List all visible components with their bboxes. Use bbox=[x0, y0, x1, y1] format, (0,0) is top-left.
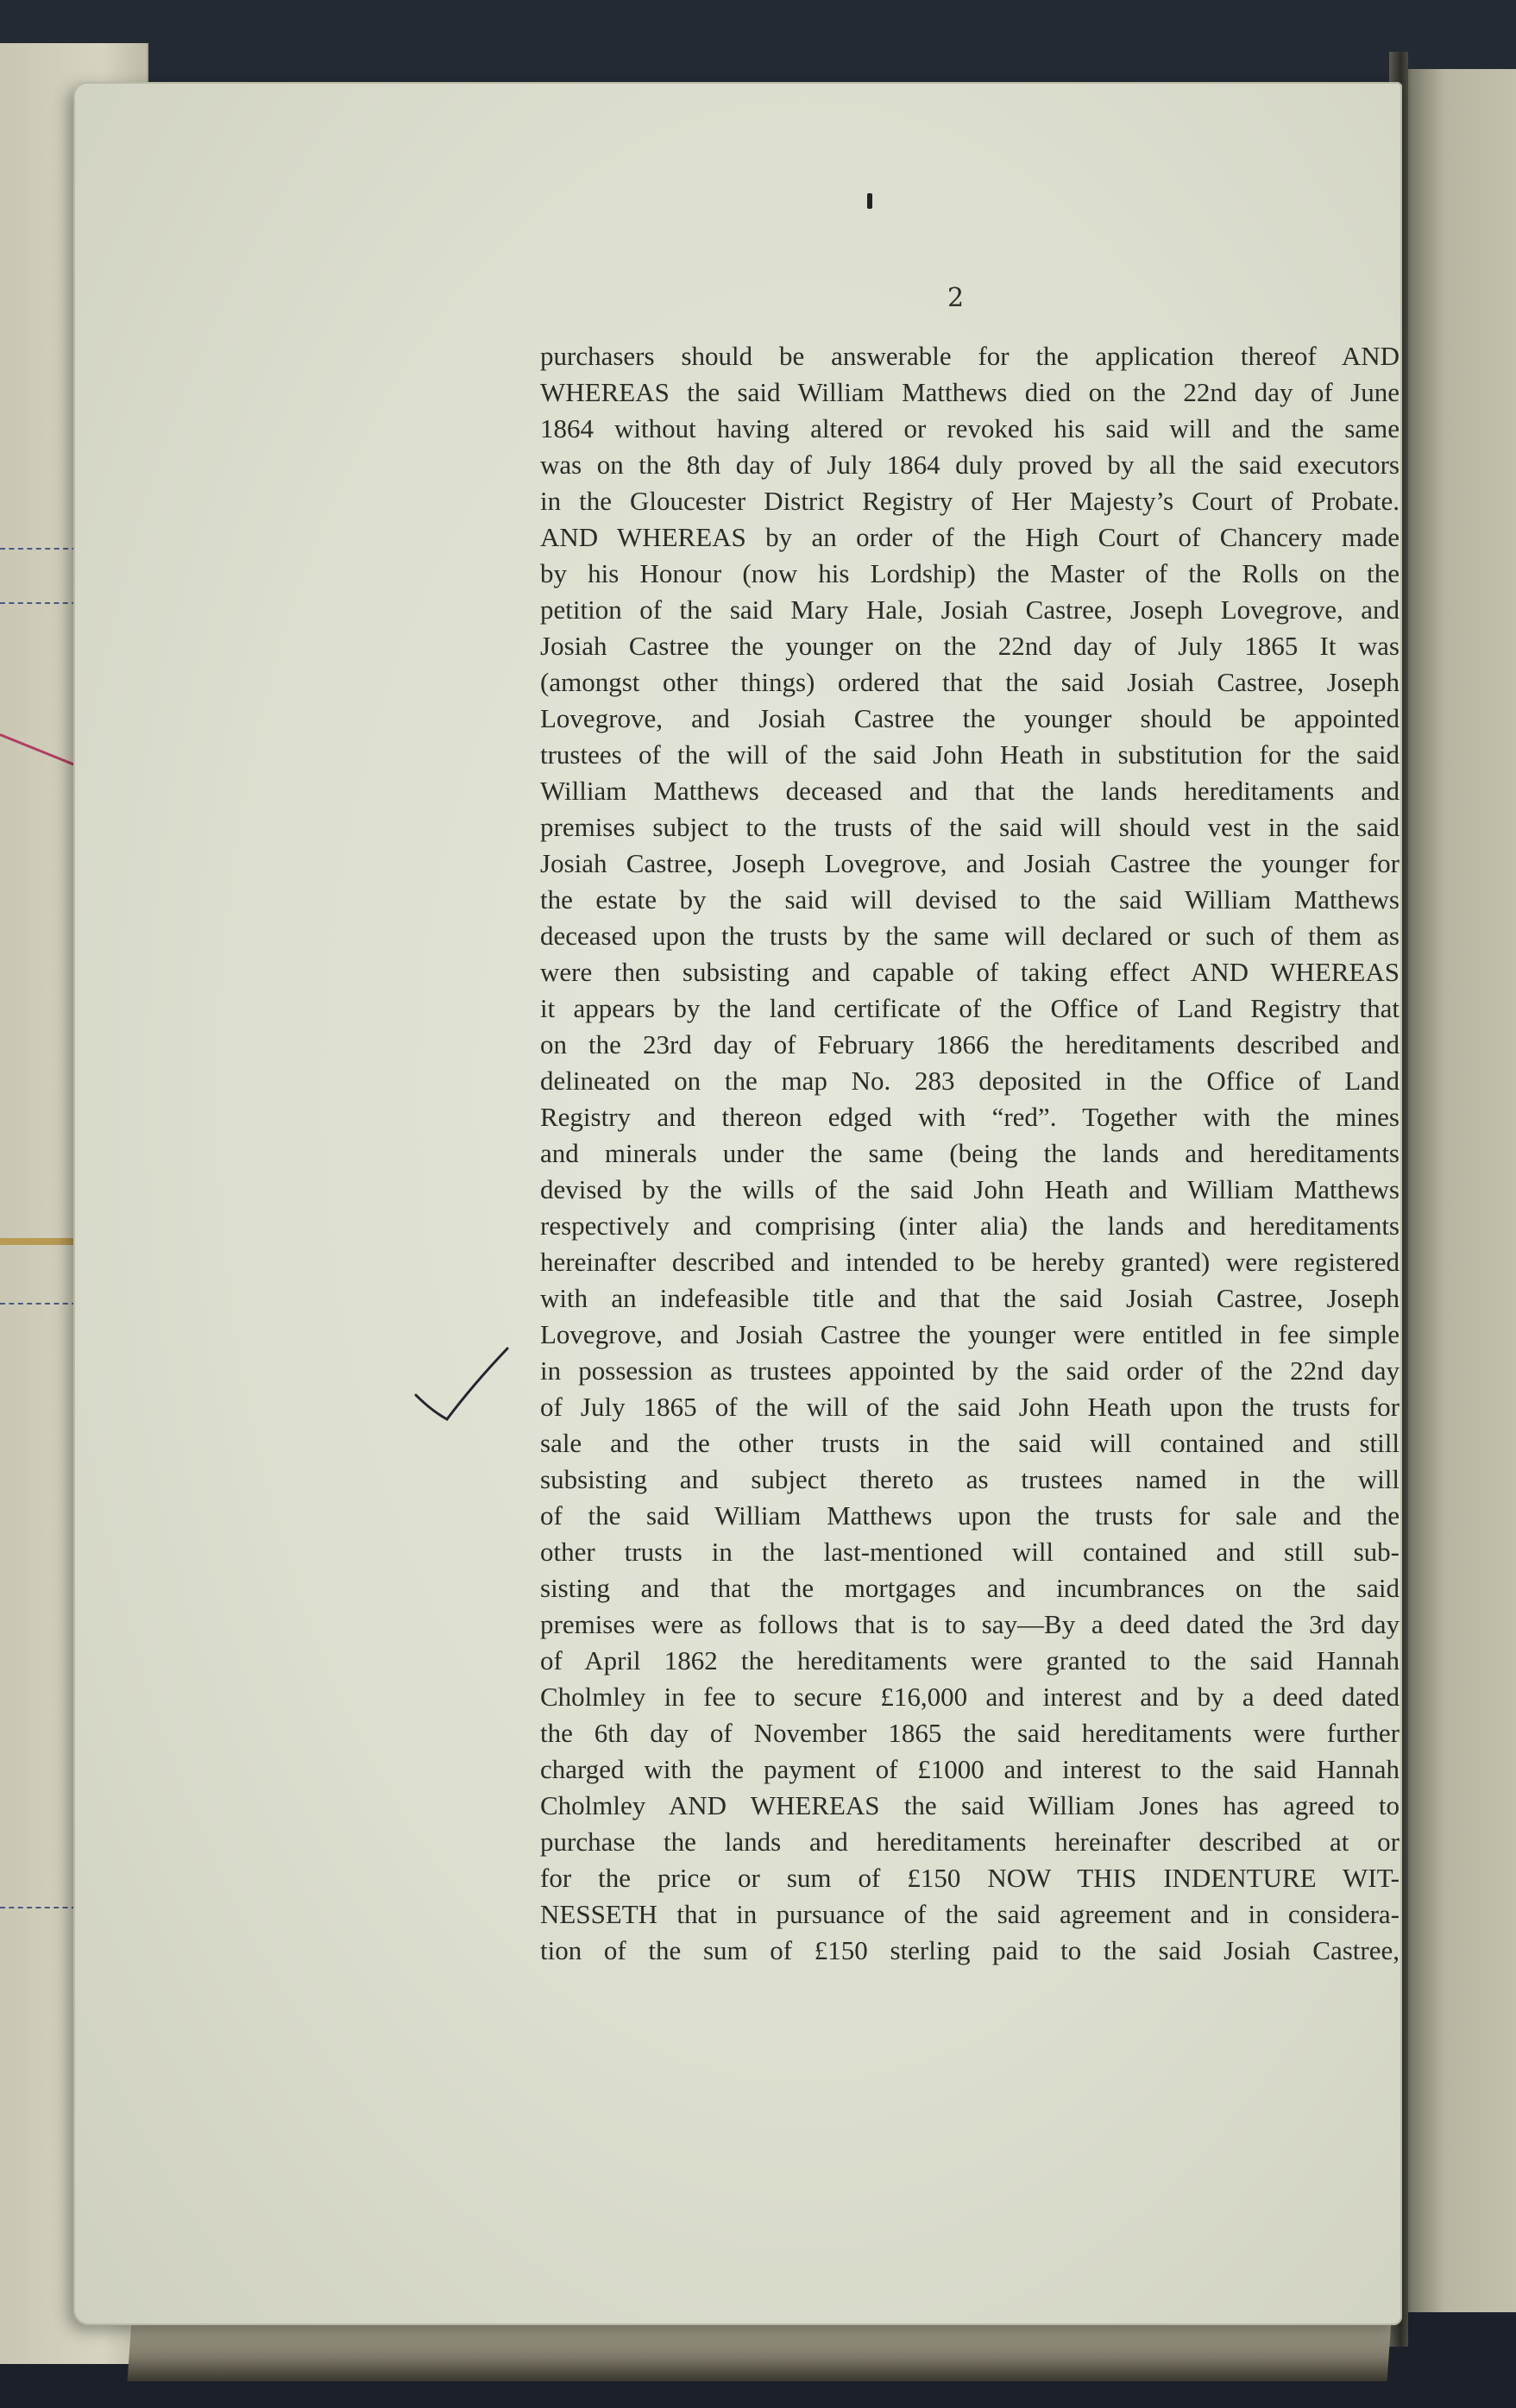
text-line: devised by the wills of the said John Heath and William Matthews bbox=[540, 1174, 1400, 1204]
sheet-bottom-edge bbox=[128, 2321, 1392, 2381]
next-page-edge bbox=[1398, 69, 1516, 2312]
text-line: in the Gloucester District Registry of Her Majesty’s Court of Probate. bbox=[540, 486, 1400, 516]
text-line: on the 23rd day of February 1866 the hereditaments described and bbox=[540, 1029, 1400, 1059]
text-line: Josiah Castree the younger on the 22nd day of July 1865 It was bbox=[540, 631, 1400, 661]
text-line: Registry and thereon edged with “red”. Together with the mines bbox=[540, 1102, 1400, 1132]
text-line: Lovegrove, and Josiah Castree the younger were entitled in fee simple bbox=[540, 1319, 1400, 1349]
text-line: subsisting and subject thereto as trustees named in the will bbox=[540, 1464, 1400, 1494]
check-mark-icon bbox=[412, 1342, 516, 1437]
text-line: Lovegrove, and Josiah Castree the younger should be appointed bbox=[540, 703, 1400, 733]
text-line: NESSETH that in pursuance of the said agreement and in considera- bbox=[540, 1899, 1400, 1929]
text-line: WHEREAS the said William Matthews died on the 22nd day of June bbox=[540, 377, 1400, 407]
text-line: were then subsisting and capable of taking effect AND WHEREAS bbox=[540, 957, 1400, 987]
text-line: (amongst other things) ordered that the said Josiah Castree, Joseph bbox=[540, 667, 1400, 697]
text-line: deceased upon the trusts by the same will declared or such of them as bbox=[540, 921, 1400, 951]
text-line: trustees of the will of the said John Heath in substitution for the said bbox=[540, 739, 1400, 770]
text-line: Cholmley AND WHEREAS the said William Jones has agreed to bbox=[540, 1790, 1400, 1820]
text-line: for the price or sum of £150 NOW THIS INDENTURE WIT- bbox=[540, 1863, 1400, 1893]
text-line: 1864 without having altered or revoked his said will and the same bbox=[540, 413, 1400, 443]
text-line: Josiah Castree, Joseph Lovegrove, and Josiah Castree the younger for bbox=[540, 848, 1400, 878]
text-line: by his Honour (now his Lordship) the Master of the Rolls on the bbox=[540, 558, 1400, 588]
text-line: premises were as follows that is to say—By a deed dated the 3rd day bbox=[540, 1609, 1400, 1639]
text-line: tion of the sum of £150 sterling paid to the said Josiah Castree, bbox=[540, 1935, 1400, 1965]
text-line: AND WHEREAS by an order of the High Court of Chancery made bbox=[540, 522, 1400, 552]
text-line: purchasers should be answerable for the application thereof AND bbox=[540, 341, 1400, 371]
text-line: respectively and comprising (inter alia) the lands and hereditaments bbox=[540, 1210, 1400, 1241]
text-line: it appears by the land certificate of the Office of Land Registry that bbox=[540, 993, 1400, 1023]
text-line: William Matthews deceased and that the lands hereditaments and bbox=[540, 776, 1400, 806]
text-line: premises subject to the trusts of the said will should vest in the said bbox=[540, 812, 1400, 842]
text-line: the 6th day of November 1865 the said hereditaments were further bbox=[540, 1718, 1400, 1748]
page-number: 2 bbox=[947, 283, 965, 313]
text-line: of April 1862 the hereditaments were granted to the said Hannah bbox=[540, 1645, 1400, 1676]
text-line: petition of the said Mary Hale, Josiah Castree, Joseph Lovegrove, and bbox=[540, 594, 1400, 625]
text-line: of July 1865 of the will of the said John Heath upon the trusts for bbox=[540, 1392, 1400, 1422]
text-line: charged with the payment of £1000 and interest to the said Hannah bbox=[540, 1754, 1400, 1784]
text-line: sale and the other trusts in the said will contained and still bbox=[540, 1428, 1400, 1458]
text-line: with an indefeasible title and that the said Josiah Castree, Joseph bbox=[540, 1283, 1400, 1313]
ink-speck bbox=[867, 193, 872, 209]
text-line: of the said William Matthews upon the trusts for sale and the bbox=[540, 1500, 1400, 1531]
text-line: purchase the lands and hereditaments hereinafter described at or bbox=[540, 1826, 1400, 1857]
tan-line bbox=[0, 1238, 78, 1245]
text-line: was on the 8th day of July 1864 duly proved by all the said executors bbox=[540, 450, 1400, 480]
text-line: Cholmley in fee to secure £16,000 and interest and by a deed dated bbox=[540, 1682, 1400, 1712]
text-line: hereinafter described and intended to be hereby granted) were registered bbox=[540, 1247, 1400, 1277]
text-line: delineated on the map No. 283 deposited in the Office of Land bbox=[540, 1066, 1400, 1096]
document-body bbox=[540, 338, 1400, 1969]
text-line: and minerals under the same (being the lands and hereditaments bbox=[540, 1138, 1400, 1168]
text-line: the estate by the said will devised to the said William Matthews bbox=[540, 884, 1400, 915]
text-line: sisting and that the mortgages and incumbrances on the said bbox=[540, 1573, 1400, 1603]
text-line: in possession as trustees appointed by the said order of the 22nd day bbox=[540, 1355, 1400, 1386]
text-line: other trusts in the last-mentioned will contained and still sub- bbox=[540, 1537, 1400, 1567]
